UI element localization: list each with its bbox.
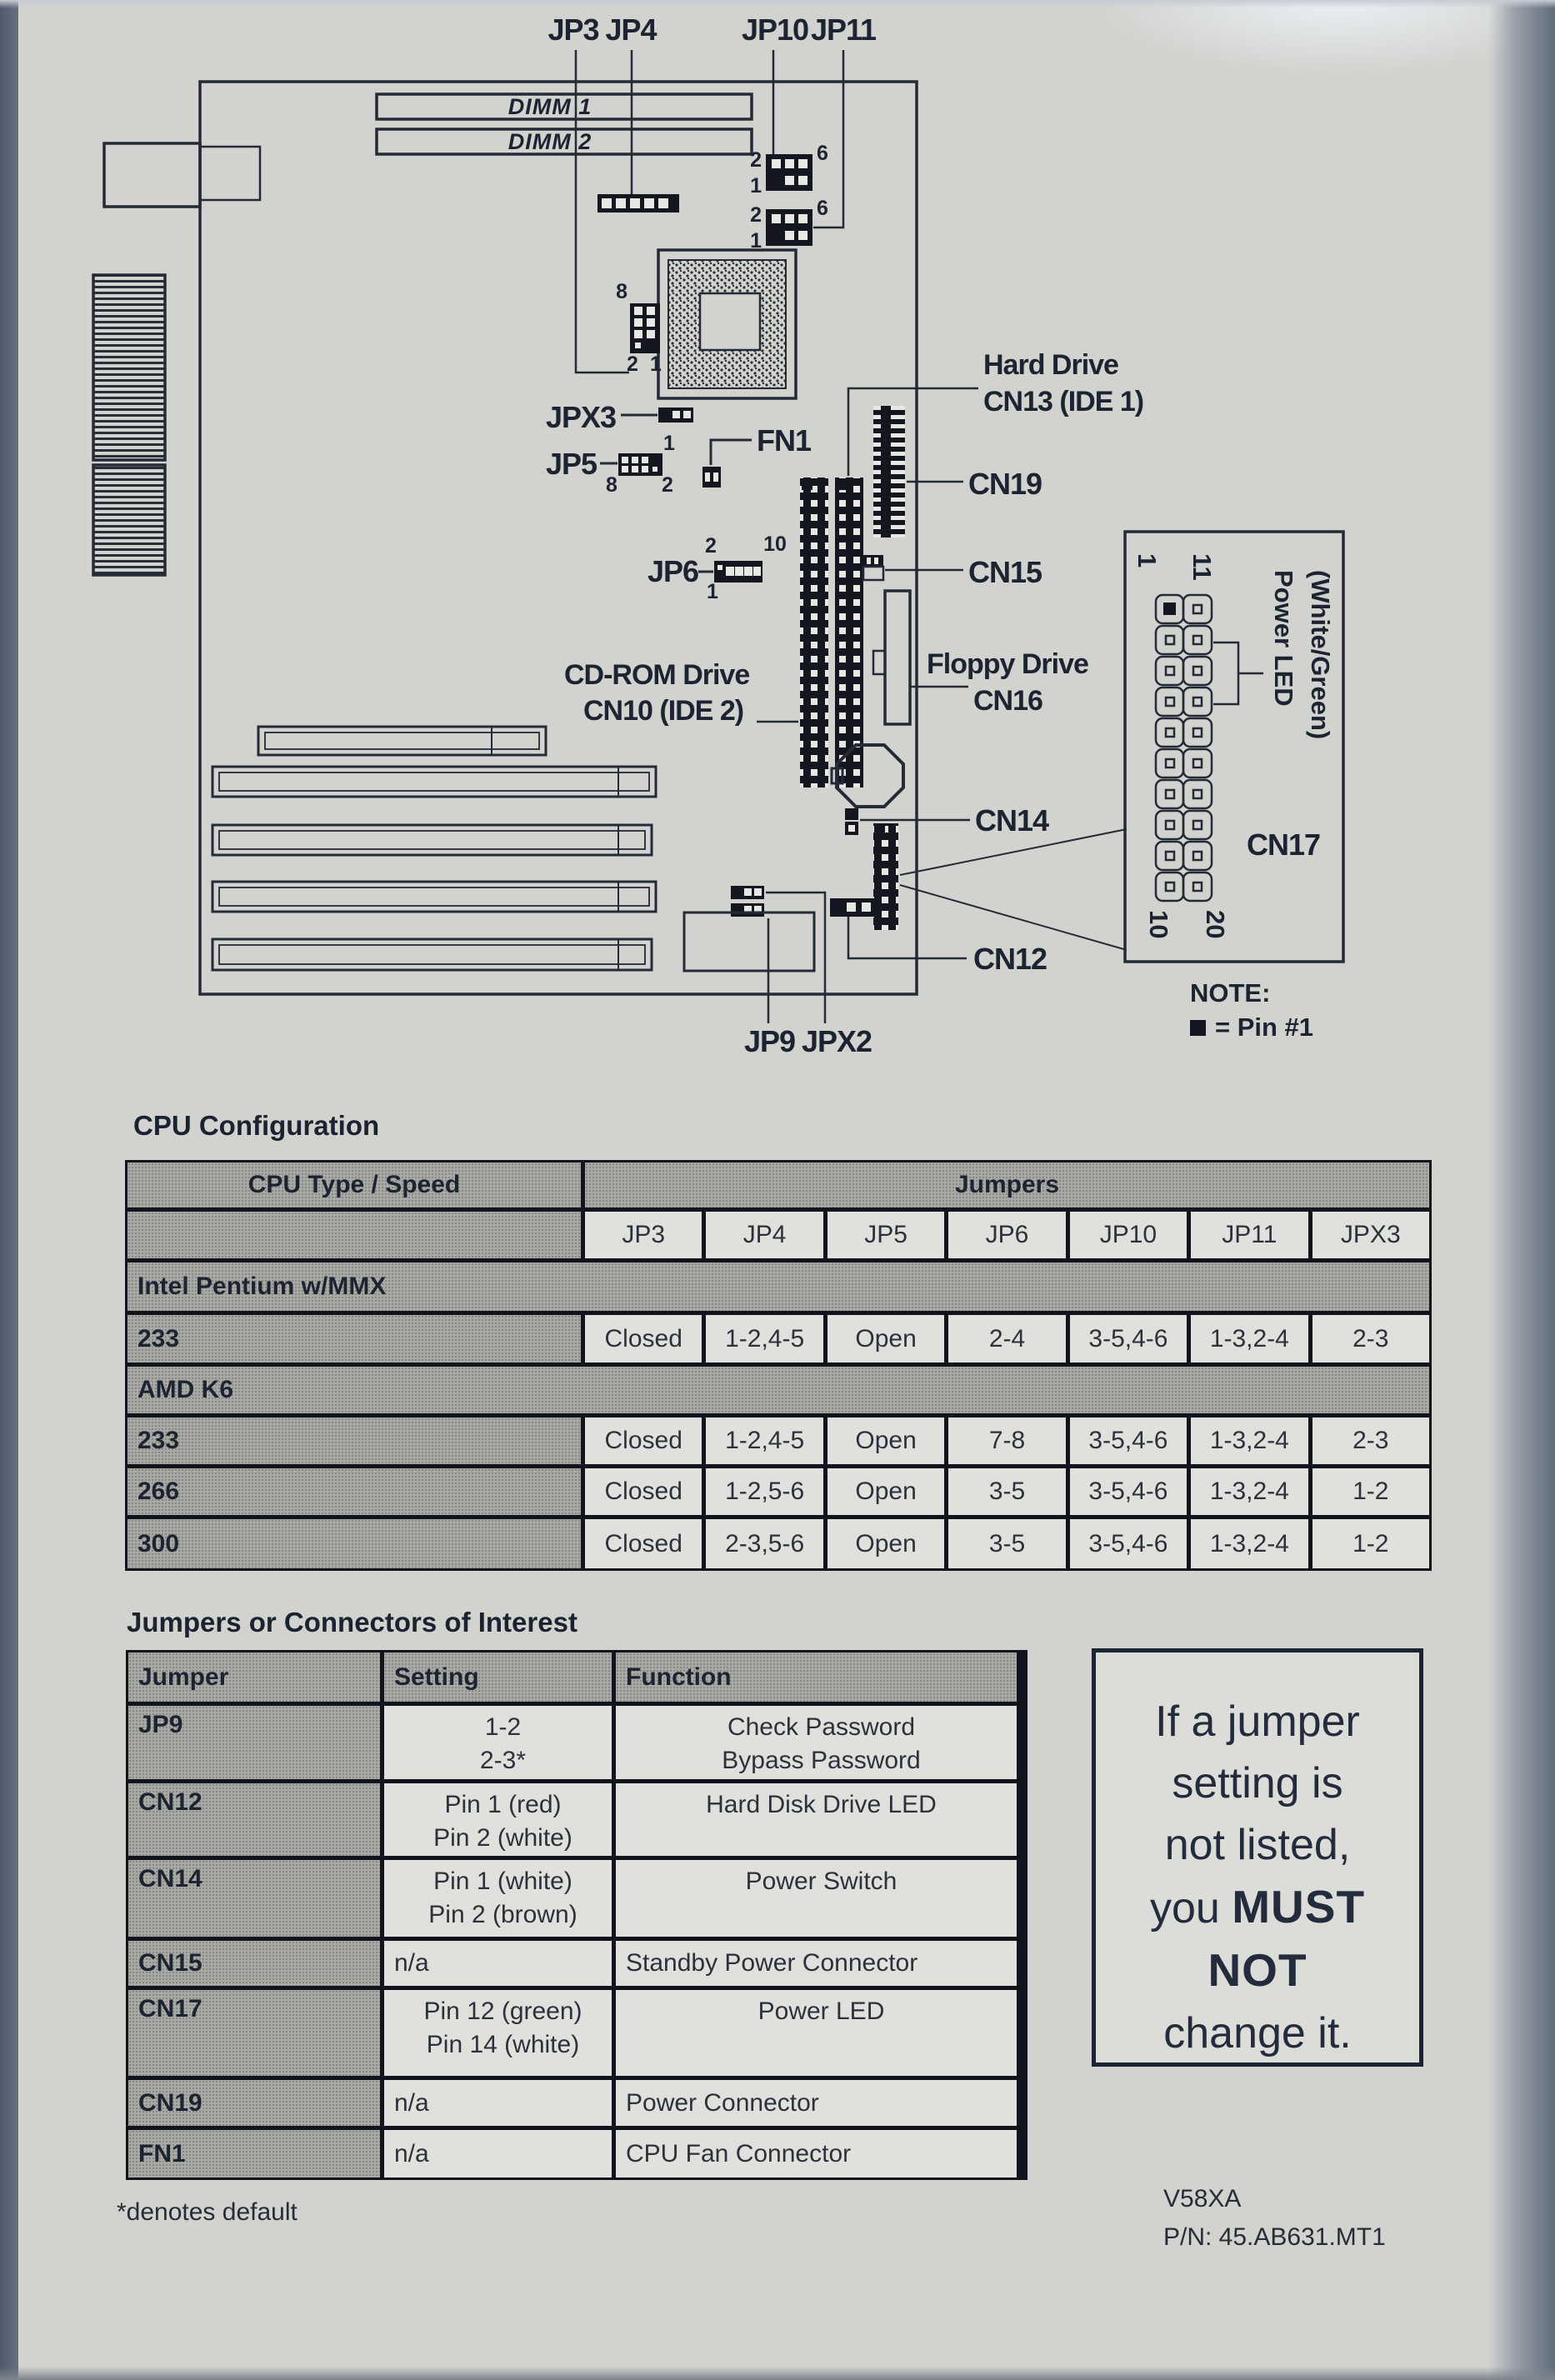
jp3-pin2: 2: [627, 352, 638, 376]
jp6-label: JP6: [648, 554, 699, 588]
value-cell: 3-5: [948, 1468, 1065, 1515]
warning-not: NOT: [1208, 1944, 1308, 1996]
jp3-jumper-block: [616, 280, 662, 376]
row-cn12-setting: [384, 1783, 612, 1856]
value-cell: 1-3,2-4: [1191, 1519, 1308, 1568]
setting-line: 1-2: [484, 1713, 522, 1741]
row-fn1: FN1: [128, 2130, 380, 2178]
jumper-warning-box: [1092, 1648, 1423, 2067]
cn14-connector: [845, 808, 858, 835]
scan-edge-left: [0, 0, 18, 2380]
label-jp3: JP3: [548, 12, 599, 47]
harddrive-label-line2: CN13 (IDE 1): [983, 386, 1144, 418]
note-legend: = Pin #1: [1215, 1012, 1314, 1042]
row-jp9-setting: [384, 1706, 612, 1779]
board-model-block: [1163, 2180, 1386, 2257]
connectors-of-interest-table: [126, 1650, 1028, 2180]
jp11-pin2: 2: [750, 203, 762, 227]
note-title: NOTE:: [1190, 978, 1271, 1008]
cpu-socket: [658, 250, 796, 398]
jumper-col-jp3: JP3: [585, 1212, 702, 1258]
value-cell: 7-8: [948, 1418, 1065, 1464]
dimm-slots: [377, 94, 752, 154]
ide-header-cn13: [835, 478, 863, 788]
value-cell: 1-3,2-4: [1191, 1315, 1308, 1362]
speed-300-amd: 300: [128, 1519, 581, 1568]
warning-line: setting is: [1172, 1759, 1343, 1808]
jp6-pin2: 2: [705, 534, 717, 558]
value-cell: 3-5,4-6: [1070, 1519, 1187, 1568]
row-cn17-function: [616, 1990, 1017, 2076]
hdr-jumper: Jumper: [128, 1652, 380, 1702]
row-cn15-function: Standby Power Connector: [616, 1941, 1017, 1986]
value-cell: 3-5,4-6: [1070, 1315, 1187, 1362]
cdrom-label-line2: CN10 (IDE 2): [583, 695, 744, 727]
function-line: Power LED: [758, 1998, 885, 2025]
footnote: *denotes default: [117, 2198, 298, 2226]
cn17-pin10-number: 10: [1144, 910, 1173, 939]
jp11-jumper-block: [750, 197, 828, 252]
setting-line: Pin 2 (white): [433, 1824, 572, 1852]
value-cell: Open: [828, 1315, 944, 1362]
row-cn14-function: [616, 1860, 1017, 1937]
col-header-jumpers: Jumpers: [585, 1162, 1429, 1208]
pin1-symbol: [1190, 1020, 1206, 1036]
jumper-col-jp5: JP5: [828, 1212, 944, 1258]
setting-line: 2-3*: [479, 1747, 527, 1774]
setting-line: Pin 1 (white): [433, 1868, 572, 1895]
hdr-function: Function: [616, 1652, 1017, 1702]
value-cell: Closed: [585, 1468, 702, 1515]
part-number: P/N: 45.AB631.MT1: [1163, 2223, 1386, 2251]
row-jp9: JP9: [128, 1706, 380, 1779]
jumper-col-jpx3: JPX3: [1312, 1212, 1429, 1258]
jp6-jumper-block: [648, 532, 787, 603]
jp10-pin6: 6: [817, 142, 828, 165]
value-cell: Open: [828, 1418, 944, 1464]
label-jp4: JP4: [605, 12, 657, 47]
row-cn15-setting: n/a: [384, 1941, 612, 1986]
cn14-label: CN14: [975, 803, 1049, 838]
jumper-col-jp11: JP11: [1191, 1212, 1308, 1258]
cn17-pin20-number: 20: [1201, 910, 1230, 939]
jp6-pin1: 1: [707, 580, 718, 603]
note-block: [1190, 978, 1313, 1042]
cn17-pin1-number: 1: [1132, 553, 1162, 568]
jp10-pin2: 2: [750, 148, 762, 172]
setting-line: Pin 2 (brown): [428, 1901, 578, 1928]
speed-266-amd: 266: [128, 1468, 581, 1515]
speed-233-intel: 233: [128, 1315, 581, 1362]
cn17-detail-box: [1125, 532, 1343, 962]
row-cn17-setting: [384, 1990, 612, 2076]
function-line: Hard Disk Drive LED: [706, 1791, 937, 1818]
jp11-pin6: 6: [817, 197, 828, 220]
function-line: Bypass Password: [722, 1747, 921, 1774]
row-fn1-setting: n/a: [384, 2130, 612, 2178]
row-cn19-setting: n/a: [384, 2080, 612, 2126]
jp3-pin1: 1: [650, 352, 662, 376]
warning-must: MUST: [1232, 1881, 1366, 1932]
cn15-connector: [863, 555, 883, 580]
motherboard-diagram: [0, 0, 1555, 1100]
cdrom-label-line1: CD-ROM Drive: [564, 659, 750, 691]
col-header-cpu-type: CPU Type / Speed: [128, 1162, 581, 1208]
cn12-label: CN12: [973, 942, 1048, 976]
connectors-table-title: Jumpers or Connectors of Interest: [127, 1607, 578, 1638]
jumper-col-jp4: JP4: [706, 1212, 822, 1258]
jp6-pin10: 10: [763, 532, 787, 556]
value-cell: 2-4: [948, 1315, 1065, 1362]
value-cell: 1-2: [1312, 1519, 1429, 1568]
harddrive-label-line1: Hard Drive: [983, 349, 1118, 381]
value-cell: 1-3,2-4: [1191, 1468, 1308, 1515]
floppy-label-line2: CN16: [973, 685, 1042, 717]
cpu-table-title: CPU Configuration: [133, 1110, 380, 1141]
jumper-col-jp10: JP10: [1070, 1212, 1187, 1258]
label-jp11: JP11: [810, 12, 877, 47]
value-cell: 2-3: [1312, 1315, 1429, 1362]
jp5-jumper-block: [546, 432, 675, 497]
setting-line: Pin 1 (red): [444, 1791, 562, 1818]
warning-line: you: [1149, 1884, 1232, 1932]
value-cell: Closed: [585, 1315, 702, 1362]
jp10-jumper-block: [750, 142, 828, 198]
row-jp9-function: [616, 1706, 1017, 1779]
floppy-connector-cn16: [873, 591, 910, 724]
value-cell: 1-2,4-5: [706, 1315, 822, 1362]
cn12-connector: [830, 898, 882, 917]
floppy-label-line1: Floppy Drive: [927, 648, 1088, 680]
fn1-label: FN1: [757, 423, 812, 458]
power-led-label-line1: Power LED: [1269, 570, 1298, 707]
warning-line: If a jumper: [1155, 1698, 1360, 1746]
cn17-pin-array: [1156, 595, 1212, 901]
value-cell: 1-2,4-5: [706, 1418, 822, 1464]
scan-edge-right: [1488, 0, 1555, 2380]
jp5-label: JP5: [546, 447, 598, 481]
value-cell: Closed: [585, 1418, 702, 1464]
section-amd: AMD K6: [128, 1367, 1429, 1413]
value-cell: Open: [828, 1468, 944, 1515]
cn17-pin11-number: 11: [1188, 553, 1217, 581]
value-cell: 1-2: [1312, 1468, 1429, 1515]
row-cn19: CN19: [128, 2080, 380, 2126]
hdr-setting: Setting: [384, 1652, 612, 1702]
expansion-slots: [212, 727, 656, 970]
function-line: Check Password: [727, 1713, 916, 1741]
cn17-label: CN17: [1247, 828, 1321, 862]
jp3-pin8: 8: [616, 280, 628, 303]
empty-header-cell: [128, 1212, 581, 1258]
row-cn19-function: Power Connector: [616, 2080, 1017, 2126]
setting-line: Pin 12 (green): [423, 1998, 582, 2025]
function-line: Power Switch: [745, 1868, 898, 1895]
cpu-configuration-table: [125, 1160, 1432, 1571]
scan-edge-bottom: [0, 2367, 1555, 2380]
power-led-label-line2: (White/Green): [1306, 570, 1335, 740]
value-cell: 3-5: [948, 1519, 1065, 1568]
warning-line: change it.: [1163, 2009, 1352, 2058]
value-cell: 2-3: [1312, 1418, 1429, 1464]
scan-edge-top: [0, 0, 1555, 8]
row-cn14: CN14: [128, 1860, 380, 1937]
value-cell: Closed: [585, 1519, 702, 1568]
row-cn12-function: [616, 1783, 1017, 1856]
jumper-col-jp6: JP6: [948, 1212, 1065, 1258]
value-cell: 1-2,5-6: [706, 1468, 822, 1515]
row-cn17: CN17: [128, 1990, 380, 2076]
jp5-pin2: 2: [662, 473, 673, 497]
value-cell: 3-5,4-6: [1070, 1468, 1187, 1515]
board-model: V58XA: [1163, 2185, 1242, 2212]
label-jp10: JP10: [741, 12, 809, 47]
jpx3-jumper: [546, 400, 693, 434]
ide-header-cn10: [800, 478, 828, 788]
value-cell: 3-5,4-6: [1070, 1418, 1187, 1464]
row-cn15: CN15: [128, 1941, 380, 1986]
row-fn1-function: CPU Fan Connector: [616, 2130, 1017, 2178]
jp10-pin1: 1: [750, 174, 762, 198]
row-cn14-setting: [384, 1860, 612, 1937]
section-intel: Intel Pentium w/MMX: [128, 1262, 1429, 1311]
cn19-label: CN19: [968, 467, 1042, 501]
warning-line: not listed,: [1164, 1821, 1351, 1869]
chipset: [684, 912, 814, 971]
value-cell: Open: [828, 1519, 944, 1568]
power-led-bracket: [1213, 642, 1263, 704]
cn15-label: CN15: [968, 555, 1042, 589]
dimm1-label: DIMM 1: [508, 94, 592, 119]
jp4-header: [598, 194, 679, 212]
jp9-label: JP9: [744, 1024, 796, 1058]
speed-233-amd: 233: [128, 1418, 581, 1464]
setting-line: Pin 14 (white): [426, 2031, 580, 2058]
row-cn12: CN12: [128, 1783, 380, 1856]
cn19-connector: [873, 406, 905, 538]
jp5-pin1: 1: [663, 432, 675, 455]
jp5-pin8: 8: [606, 473, 618, 497]
jpx2-label: JPX2: [802, 1024, 872, 1058]
jpx3-label: JPX3: [546, 400, 617, 434]
jp11-pin1: 1: [750, 229, 762, 252]
value-cell: 2-3,5-6: [706, 1519, 822, 1568]
value-cell: 1-3,2-4: [1191, 1418, 1308, 1464]
dimm2-label: DIMM 2: [508, 129, 592, 154]
fn1-connector: [702, 423, 812, 488]
